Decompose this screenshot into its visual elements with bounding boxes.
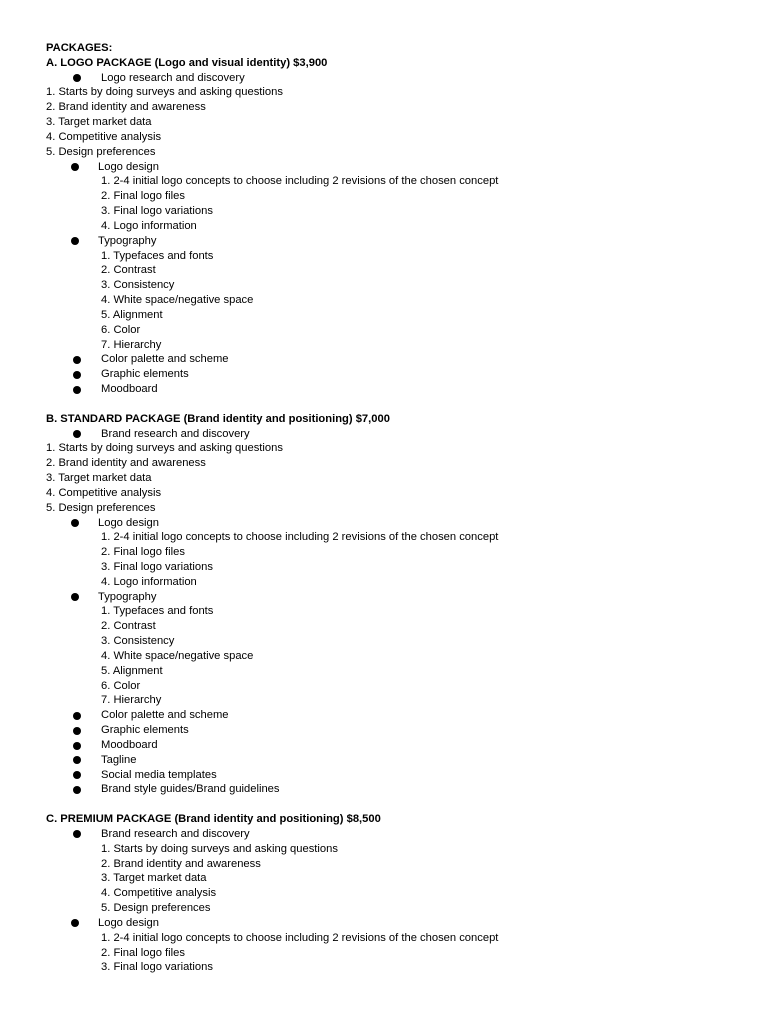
bullet-icon [71,593,79,601]
bullet-item [0,827,768,842]
bullet-item [0,782,768,797]
bullet-item-text: Social media templates [101,768,217,781]
numbered-item-text: 2. Brand identity and awareness [46,457,206,470]
bullet-item [0,71,768,86]
package-title [0,56,768,71]
sub-numbered-item-text: 3. Final logo variations [101,205,213,218]
sub-numbered-item [0,530,768,545]
sub-numbered-item-text: 3. Consistency [101,635,175,648]
numbered-item-text: 3. Target market data [46,116,152,129]
sub-numbered-item-text: 5. Alignment [101,308,163,321]
sub-numbered-item-text: 1. Typefaces and fonts [101,605,214,618]
sub-numbered-item [0,649,768,664]
bullet-icon [73,727,81,735]
numbered-item-text: 3. Target market data [46,472,152,485]
sub-numbered-item-text: 5. Alignment [101,664,163,677]
sub-numbered-item-text: 4. Logo information [101,575,197,588]
bullet-icon [73,771,81,779]
sub-numbered-item-text: 2. Contrast [101,264,156,277]
bullet-item [0,708,768,723]
sub-numbered-item [0,931,768,946]
bullet-item [0,352,768,367]
bullet-icon [71,237,79,245]
sub-numbered-item [0,189,768,204]
sub-numbered-item-text: 6. Color [101,323,141,336]
bullet-icon [73,74,81,82]
sub-numbered-item [0,560,768,575]
numbered-item-text: 5. Design preferences [46,501,156,514]
bullet-item [0,723,768,738]
bullet-item [0,160,768,175]
numbered-item [0,85,768,100]
sub-numbered-item [0,323,768,338]
bullet-item-text: Logo design [98,516,159,529]
bullet-icon [73,786,81,794]
numbered-item [0,130,768,145]
sub-numbered-item-text: 6. Color [101,679,141,692]
bullet-item [0,738,768,753]
sub-numbered-item [0,693,768,708]
sub-numbered-item-text: 2. Final logo files [101,190,185,203]
numbered-item [0,115,768,130]
bullet-item-text: Color palette and scheme [101,353,229,366]
bullet-item-text: Brand style guides/Brand guidelines [101,783,280,796]
sub-numbered-item-text: 4. White space/negative space [101,649,254,662]
numbered-item [0,842,768,857]
package-title [0,812,768,827]
sub-numbered-item-text: 2. Contrast [101,620,156,633]
bullet-item-text: Moodboard [101,383,158,396]
sub-numbered-item [0,174,768,189]
sub-numbered-item-text: 7. Hierarchy [101,338,162,351]
numbered-item [0,886,768,901]
package-title-text: A. LOGO PACKAGE (Logo and visual identity) $3,900 [46,56,328,69]
numbered-item-text: 2. Brand identity and awareness [46,101,206,114]
sub-numbered-item [0,679,768,694]
numbered-item-text: 4. Competitive analysis [101,887,217,900]
sub-numbered-item [0,664,768,679]
bullet-item [0,768,768,783]
bullet-item-text: Brand research and discovery [101,427,250,440]
package-title [0,412,768,427]
bullet-item [0,427,768,442]
bullet-item-text: Tagline [101,753,137,766]
bullet-item-text: Logo design [98,916,159,929]
sub-numbered-item [0,278,768,293]
sub-numbered-item-text: 1. Typefaces and fonts [101,249,214,262]
sub-numbered-item [0,946,768,961]
document-heading-text: PACKAGES: [46,42,113,54]
sub-numbered-item-text: 1. 2-4 initial logo concepts to choose including 2 revisions of the chosen concept [101,531,499,544]
sub-numbered-item-text: 1. 2-4 initial logo concepts to choose including 2 revisions of the chosen concept [101,931,499,944]
numbered-item-text: 1. Starts by doing surveys and asking questions [46,442,283,455]
sub-numbered-item [0,634,768,649]
numbered-item [0,145,768,160]
sub-numbered-item [0,545,768,560]
sub-numbered-item [0,575,768,590]
sub-numbered-item-text: 3. Consistency [101,279,175,292]
bullet-item [0,367,768,382]
numbered-item [0,501,768,516]
numbered-item-text: 4. Competitive analysis [46,486,162,499]
bullet-item-text: Typography [98,234,157,247]
sub-numbered-item-text: 1. 2-4 initial logo concepts to choose including 2 revisions of the chosen concept [101,175,499,188]
sub-numbered-item-text: 3. Final logo variations [101,961,213,974]
bullet-item-text: Logo design [98,160,159,173]
bullet-item [0,916,768,931]
sub-numbered-item-text: 2. Final logo files [101,546,185,559]
sub-numbered-item [0,604,768,619]
bullet-item-text: Graphic elements [101,368,189,381]
bullet-item [0,516,768,531]
sub-numbered-item [0,960,768,975]
sub-numbered-item [0,308,768,323]
sub-numbered-item-text: 4. White space/negative space [101,294,254,307]
numbered-item [0,871,768,886]
numbered-item [0,486,768,501]
numbered-item-text: 2. Brand identity and awareness [101,857,261,870]
numbered-item-text: 5. Design preferences [46,145,156,158]
bullet-icon [73,371,81,379]
numbered-item-text: 1. Starts by doing surveys and asking questions [46,86,283,99]
numbered-item-text: 1. Starts by doing surveys and asking questions [101,842,338,855]
bullet-icon [71,163,79,171]
numbered-item-text: 3. Target market data [101,872,207,885]
bullet-icon [73,756,81,764]
bullet-item-text: Color palette and scheme [101,709,229,722]
bullet-icon [71,519,79,527]
bullet-icon [73,830,81,838]
sub-numbered-item [0,219,768,234]
sub-numbered-item-text: 7. Hierarchy [101,694,162,707]
bullet-icon [73,356,81,364]
package-title-text: B. STANDARD PACKAGE (Brand identity and positioning) $7,000 [46,412,390,425]
numbered-item-text: 5. Design preferences [101,902,211,915]
bullet-icon [73,430,81,438]
document-heading [0,41,768,56]
numbered-item [0,441,768,456]
sub-numbered-item-text: 3. Final logo variations [101,560,213,573]
bullet-item-text: Typography [98,590,157,603]
numbered-item-text: 4. Competitive analysis [46,130,162,143]
bullet-item-text: Brand research and discovery [101,827,250,840]
document-body [0,41,768,975]
sub-numbered-item [0,249,768,264]
bullet-item [0,234,768,249]
sub-numbered-item [0,263,768,278]
bullet-item [0,590,768,605]
numbered-item [0,471,768,486]
bullet-item-text: Graphic elements [101,724,189,737]
sub-numbered-item-text: 4. Logo information [101,219,197,232]
numbered-item [0,901,768,916]
bullet-icon [73,712,81,720]
package-title-text: C. PREMIUM PACKAGE (Brand identity and positioning) $8,500 [46,813,381,826]
sub-numbered-item [0,204,768,219]
numbered-item [0,100,768,115]
sub-numbered-item [0,338,768,353]
bullet-item-text: Logo research and discovery [101,71,245,84]
bullet-item [0,753,768,768]
bullet-icon [73,386,81,394]
bullet-icon [71,919,79,927]
bullet-item-text: Moodboard [101,738,158,751]
sub-numbered-item [0,293,768,308]
numbered-item [0,857,768,872]
sub-numbered-item-text: 2. Final logo files [101,946,185,959]
sub-numbered-item [0,619,768,634]
numbered-item [0,456,768,471]
bullet-item [0,382,768,397]
bullet-icon [73,742,81,750]
